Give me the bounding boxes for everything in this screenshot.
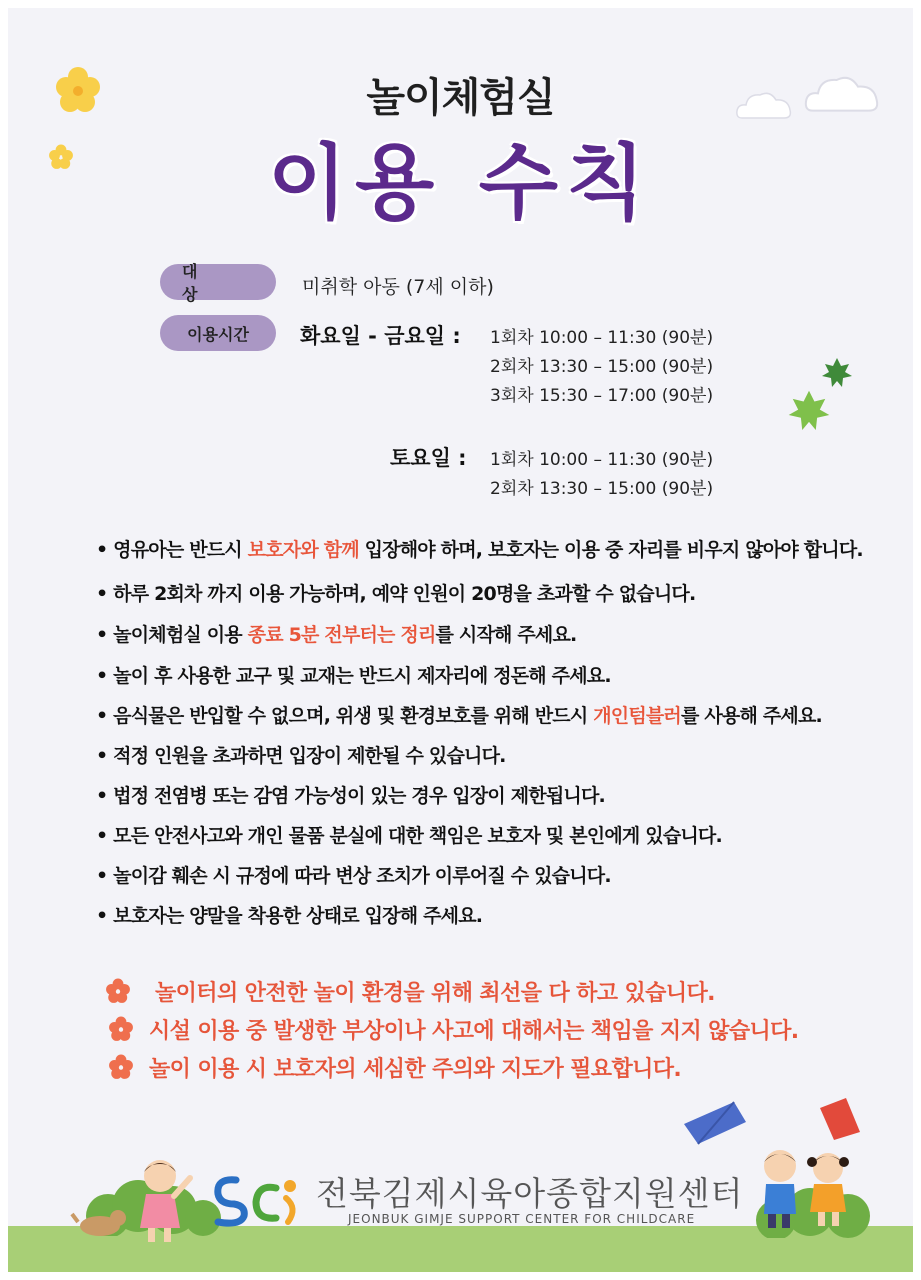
poster bbox=[8, 8, 913, 1272]
rule-highlight: 종료 5분 전부터는 정리 bbox=[247, 624, 436, 646]
weekday-label: 화요일 - 금요일 : bbox=[300, 324, 461, 348]
saturday-label: 토요일 : bbox=[390, 446, 467, 470]
rule-item: • 적정 인원을 초과하면 입장이 제한될 수 있습니다. bbox=[96, 745, 506, 767]
notice-item: 놀이 이용 시 보호자의 세심한 주의와 지도가 필요합니다. bbox=[149, 1057, 682, 1082]
rule-item: • 모든 안전사고와 개인 물품 분실에 대한 책임은 보호자 및 본인에게 있습니다. bbox=[96, 825, 722, 847]
notice-item: 놀이터의 안전한 놀이 환경을 위해 최선을 다 하고 있습니다. bbox=[155, 981, 715, 1006]
flower-icon bbox=[108, 1016, 134, 1042]
target-value: 미취학 아동 (7세 이하) bbox=[302, 276, 494, 298]
rule-item: • 놀이체험실 이용 종료 5분 전부터는 정리를 시작해 주세요. bbox=[96, 624, 577, 646]
flower-icon bbox=[108, 1054, 134, 1080]
paper-plane-icon bbox=[680, 1098, 750, 1148]
org-name-english: JEONBUK GIMJE SUPPORT CENTER FOR CHILDCARE bbox=[348, 1212, 696, 1226]
child-illustration bbox=[128, 1156, 198, 1246]
logo-icon bbox=[206, 1168, 306, 1228]
rule-highlight: 개인텀블러 bbox=[593, 705, 681, 727]
org-name-korean: 전북김제시육아종합지원센터 bbox=[316, 1174, 744, 1213]
rule-highlight: 보호자와 함께 bbox=[247, 539, 359, 561]
page-subtitle: 놀이체험실 bbox=[366, 75, 555, 121]
dog-illustration bbox=[70, 1204, 130, 1240]
weekday-session: 1회차 10:00 – 11:30 (90분) bbox=[490, 328, 714, 348]
rule-item: • 음식물은 반입할 수 없으며, 위생 및 환경보호를 위해 반드시 개인텀블러를 사용해 주세요. bbox=[96, 705, 822, 727]
flower-icon bbox=[105, 978, 131, 1004]
saturday-session: 1회차 10:00 – 11:30 (90분) bbox=[490, 450, 714, 470]
rule-item: • 하루 2회차 까지 이용 가능하며, 예약 인원이 20명을 초과할 수 없습니다. bbox=[96, 583, 696, 605]
rule-item: • 놀이감 훼손 시 규정에 따라 변상 조치가 이루어질 수 있습니다. bbox=[96, 865, 611, 887]
notice-item: 시설 이용 중 발생한 부상이나 사고에 대해서는 책임을 지지 않습니다. bbox=[149, 1019, 799, 1044]
target-label-badge: 대 상 bbox=[160, 264, 276, 300]
rule-item: • 영유아는 반드시 보호자와 함께 입장해야 하며, 보호자는 이용 중 자리를 비우지 않아야 합니다. bbox=[96, 539, 863, 561]
leaf-icon bbox=[820, 356, 854, 390]
hours-label-badge: 이용시간 bbox=[160, 315, 276, 351]
saturday-session: 2회차 13:30 – 15:00 (90분) bbox=[490, 479, 714, 499]
rule-item: • 법정 전염병 또는 감염 가능성이 있는 경우 입장이 제한됩니다. bbox=[96, 785, 605, 807]
child-illustration bbox=[750, 1144, 870, 1234]
leaf-icon bbox=[786, 388, 832, 434]
rule-item: • 보호자는 양말을 착용한 상태로 입장해 주세요. bbox=[96, 905, 483, 927]
weekday-session: 3회차 15:30 – 17:00 (90분) bbox=[490, 386, 714, 406]
page-title: 이용 수칙 bbox=[267, 136, 654, 231]
rule-item: • 놀이 후 사용한 교구 및 교재는 반드시 제자리에 정돈해 주세요. bbox=[96, 665, 611, 687]
paper-plane-icon bbox=[816, 1094, 864, 1144]
weekday-session: 2회차 13:30 – 15:00 (90분) bbox=[490, 357, 714, 377]
